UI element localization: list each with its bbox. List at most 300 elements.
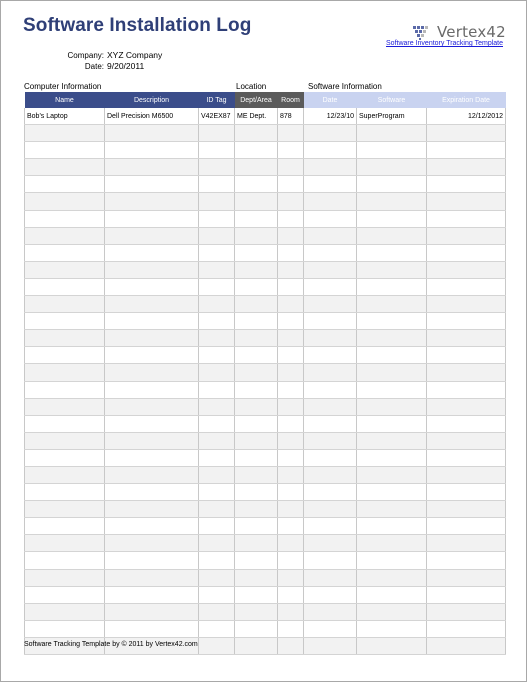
cell-description[interactable] [105,364,199,381]
cell-room[interactable] [278,637,304,654]
cell-id-tag[interactable] [199,518,235,535]
cell-description[interactable] [105,449,199,466]
table-row [25,244,506,261]
cell-expiration[interactable] [427,261,506,278]
cell-date[interactable] [304,518,357,535]
cell-software[interactable] [357,142,427,159]
cell-date[interactable] [304,176,357,193]
cell-dept[interactable] [235,381,278,398]
cell-id-tag[interactable] [199,484,235,501]
cell-software[interactable] [357,210,427,227]
cell-id-tag[interactable] [199,432,235,449]
cell-name[interactable] [25,278,105,295]
cell-description[interactable] [105,415,199,432]
cell-date[interactable] [304,210,357,227]
cell-software[interactable] [357,449,427,466]
cell-software[interactable] [357,432,427,449]
cell-software[interactable] [357,415,427,432]
cell-name[interactable] [25,227,105,244]
cell-description[interactable] [105,261,199,278]
table-row [25,210,506,227]
col-description: Description [105,92,199,108]
table-row [25,620,506,637]
cell-expiration[interactable] [427,484,506,501]
cell-description[interactable] [105,210,199,227]
cell-expiration[interactable] [427,227,506,244]
cell-software[interactable] [357,364,427,381]
cell-software[interactable] [357,296,427,313]
cell-id-tag[interactable] [199,381,235,398]
cell-room[interactable] [278,347,304,364]
cell-name[interactable] [25,176,105,193]
cell-dept[interactable] [235,261,278,278]
cell-room[interactable] [278,176,304,193]
cell-date[interactable] [304,552,357,569]
cell-room[interactable] [278,125,304,142]
cell-description[interactable] [105,227,199,244]
cell-date[interactable] [304,569,357,586]
cell-dept[interactable] [235,535,278,552]
table-row [25,552,506,569]
cell-name[interactable] [25,415,105,432]
cell-expiration[interactable] [427,176,506,193]
cell-date[interactable] [304,501,357,518]
table-row [25,159,506,176]
log-table [24,92,506,655]
cell-date[interactable] [304,466,357,483]
cell-dept[interactable] [235,330,278,347]
cell-description[interactable] [105,603,199,620]
cell-room[interactable] [278,296,304,313]
col-name: Name [25,92,105,108]
cell-dept[interactable]: ME Dept. [235,108,278,125]
cell-dept[interactable] [235,193,278,210]
cell-date[interactable] [304,603,357,620]
cell-name[interactable] [25,501,105,518]
cell-name[interactable] [25,125,105,142]
cell-software[interactable] [357,501,427,518]
cell-dept[interactable] [235,364,278,381]
cell-expiration[interactable] [427,313,506,330]
cell-description[interactable] [105,193,199,210]
date-value: 9/20/2011 [107,61,145,71]
cell-id-tag[interactable] [199,552,235,569]
cell-date[interactable] [304,637,357,654]
cell-expiration[interactable] [427,586,506,603]
cell-id-tag[interactable] [199,313,235,330]
table-row [25,330,506,347]
cell-room[interactable] [278,620,304,637]
cell-date[interactable] [304,586,357,603]
cell-name[interactable] [25,552,105,569]
cell-software[interactable] [357,466,427,483]
log-table-body [25,108,506,655]
cell-id-tag[interactable] [199,603,235,620]
cell-id-tag[interactable]: V42EX87 [199,108,235,125]
cell-expiration[interactable] [427,125,506,142]
cell-room[interactable] [278,278,304,295]
cell-id-tag[interactable] [199,125,235,142]
cell-room[interactable] [278,364,304,381]
cell-description[interactable] [105,347,199,364]
cell-room[interactable] [278,466,304,483]
cell-date[interactable] [304,313,357,330]
cell-room[interactable] [278,569,304,586]
cell-description[interactable] [105,244,199,261]
cell-room[interactable] [278,415,304,432]
cell-id-tag[interactable] [199,347,235,364]
cell-date[interactable] [304,620,357,637]
cell-date[interactable] [304,449,357,466]
cell-id-tag[interactable] [199,227,235,244]
cell-room[interactable] [278,330,304,347]
cell-expiration[interactable] [427,535,506,552]
cell-expiration[interactable] [427,347,506,364]
cell-date[interactable] [304,330,357,347]
cell-date[interactable] [304,347,357,364]
cell-dept[interactable] [235,415,278,432]
cell-date[interactable] [304,278,357,295]
cell-name[interactable] [25,569,105,586]
cell-room[interactable] [278,501,304,518]
cell-description[interactable] [105,569,199,586]
cell-name[interactable] [25,142,105,159]
col-date: Date [304,92,357,108]
cell-date[interactable] [304,244,357,261]
cell-software[interactable] [357,569,427,586]
cell-name[interactable] [25,603,105,620]
cell-room[interactable] [278,313,304,330]
table-row [25,142,506,159]
cell-expiration[interactable] [427,449,506,466]
cell-software[interactable] [357,603,427,620]
cell-room[interactable] [278,518,304,535]
cell-dept[interactable] [235,432,278,449]
cell-name[interactable] [25,398,105,415]
cell-dept[interactable] [235,142,278,159]
cell-description[interactable] [105,176,199,193]
table-row [25,398,506,415]
cell-name[interactable] [25,586,105,603]
cell-dept[interactable] [235,278,278,295]
cell-date[interactable] [304,432,357,449]
table-row [25,501,506,518]
cell-expiration[interactable] [427,381,506,398]
cell-expiration[interactable] [427,603,506,620]
cell-expiration[interactable] [427,637,506,654]
cell-room[interactable] [278,261,304,278]
cell-name[interactable] [25,159,105,176]
cell-name[interactable] [25,535,105,552]
cell-dept[interactable] [235,603,278,620]
cell-software[interactable] [357,552,427,569]
cell-id-tag[interactable] [199,278,235,295]
table-row [25,432,506,449]
cell-expiration[interactable] [427,415,506,432]
cell-date[interactable] [304,296,357,313]
table-row [25,108,506,125]
cell-id-tag[interactable] [199,415,235,432]
cell-date[interactable] [304,142,357,159]
table-row [25,364,506,381]
cell-description[interactable] [105,535,199,552]
cell-expiration[interactable] [427,296,506,313]
cell-software[interactable]: SuperProgram [357,108,427,125]
cell-id-tag[interactable] [199,244,235,261]
cell-description[interactable] [105,159,199,176]
table-row [25,278,506,295]
cell-expiration[interactable] [427,569,506,586]
table-row [25,535,506,552]
cell-software[interactable] [357,381,427,398]
company-label: Company: [67,51,104,60]
table-header-row [25,92,506,108]
cell-name[interactable] [25,296,105,313]
cell-description[interactable] [105,296,199,313]
cell-software[interactable] [357,330,427,347]
table-row [25,449,506,466]
cell-id-tag[interactable] [199,296,235,313]
cell-expiration[interactable] [427,244,506,261]
cell-dept[interactable] [235,347,278,364]
table-row [25,586,506,603]
cell-room[interactable] [278,586,304,603]
cell-dept[interactable] [235,159,278,176]
cell-name[interactable] [25,210,105,227]
table-row [25,261,506,278]
cell-expiration[interactable] [427,518,506,535]
cell-room[interactable] [278,381,304,398]
cell-dept[interactable] [235,227,278,244]
cell-date[interactable] [304,227,357,244]
cell-expiration[interactable]: 12/12/2012 [427,108,506,125]
cell-description[interactable] [105,432,199,449]
table-row [25,227,506,244]
cell-expiration[interactable] [427,432,506,449]
cell-description[interactable] [105,586,199,603]
col-expiration: Expiration Date [427,92,506,108]
cell-id-tag[interactable] [199,364,235,381]
cell-dept[interactable] [235,501,278,518]
cell-dept[interactable] [235,637,278,654]
cell-id-tag[interactable] [199,142,235,159]
cell-id-tag[interactable] [199,569,235,586]
table-row [25,193,506,210]
cell-dept[interactable] [235,518,278,535]
cell-room[interactable] [278,535,304,552]
cell-name[interactable] [25,518,105,535]
cell-room[interactable]: 878 [278,108,304,125]
cell-room[interactable] [278,603,304,620]
cell-date[interactable] [304,398,357,415]
cell-name[interactable] [25,432,105,449]
cell-name[interactable] [25,381,105,398]
cell-name[interactable] [25,193,105,210]
cell-description[interactable] [105,381,199,398]
cell-date[interactable] [304,535,357,552]
col-room: Room [278,92,304,108]
table-row [25,484,506,501]
cell-room[interactable] [278,142,304,159]
cell-expiration[interactable] [427,193,506,210]
cell-room[interactable] [278,193,304,210]
cell-description[interactable] [105,398,199,415]
cell-date[interactable] [304,415,357,432]
cell-room[interactable] [278,552,304,569]
cell-id-tag[interactable] [199,466,235,483]
cell-description[interactable] [105,620,199,637]
cell-name[interactable] [25,484,105,501]
cell-software[interactable] [357,518,427,535]
cell-date[interactable] [304,484,357,501]
table-row [25,466,506,483]
cell-id-tag[interactable] [199,176,235,193]
cell-expiration[interactable] [427,398,506,415]
cell-dept[interactable] [235,125,278,142]
table-row [25,347,506,364]
cell-dept[interactable] [235,313,278,330]
cell-id-tag[interactable] [199,501,235,518]
cell-description[interactable]: Dell Precision M6500 [105,108,199,125]
col-dept: Dept/Area [235,92,278,108]
cell-expiration[interactable] [427,278,506,295]
cell-description[interactable] [105,313,199,330]
table-row [25,518,506,535]
cell-software[interactable] [357,637,427,654]
cell-software[interactable] [357,535,427,552]
cell-name[interactable] [25,244,105,261]
company-value: XYZ Company [107,50,163,60]
cell-expiration[interactable] [427,210,506,227]
cell-room[interactable] [278,432,304,449]
cell-dept[interactable] [235,466,278,483]
cell-software[interactable] [357,398,427,415]
cell-name[interactable] [25,347,105,364]
cell-name[interactable] [25,330,105,347]
page-title: Software Installation Log [23,15,252,36]
cell-room[interactable] [278,244,304,261]
cell-software[interactable] [357,484,427,501]
table-row [25,313,506,330]
date-label: Date: [84,62,104,71]
cell-id-tag[interactable] [199,586,235,603]
cell-dept[interactable] [235,176,278,193]
cell-expiration[interactable] [427,620,506,637]
table-row [25,176,506,193]
cell-description[interactable] [105,518,199,535]
cell-date[interactable] [304,193,357,210]
cell-date[interactable] [304,381,357,398]
cell-dept[interactable] [235,569,278,586]
cell-description[interactable] [105,142,199,159]
cell-software[interactable] [357,313,427,330]
cell-expiration[interactable] [427,466,506,483]
table-row [25,381,506,398]
cell-id-tag[interactable] [199,330,235,347]
cell-description[interactable] [105,484,199,501]
cell-software[interactable] [357,244,427,261]
cell-name[interactable] [25,364,105,381]
cell-description[interactable] [105,330,199,347]
cell-date[interactable] [304,125,357,142]
cell-expiration[interactable] [427,552,506,569]
cell-expiration[interactable] [427,501,506,518]
cell-id-tag[interactable] [199,210,235,227]
cell-software[interactable] [357,347,427,364]
cell-room[interactable] [278,449,304,466]
cell-description[interactable] [105,552,199,569]
logo-text: Vertex42 [437,23,506,41]
cell-description[interactable] [105,466,199,483]
cell-room[interactable] [278,484,304,501]
template-link[interactable]: Software Inventory Tracking Template [386,40,503,47]
cell-date[interactable] [304,261,357,278]
cell-id-tag[interactable] [199,159,235,176]
cell-dept[interactable] [235,484,278,501]
cell-dept[interactable] [235,449,278,466]
table-row [25,415,506,432]
cell-room[interactable] [278,227,304,244]
cell-id-tag[interactable] [199,261,235,278]
cell-room[interactable] [278,210,304,227]
cell-name[interactable]: Bob's Laptop [25,108,105,125]
cell-room[interactable] [278,398,304,415]
cell-software[interactable] [357,620,427,637]
cell-software[interactable] [357,193,427,210]
cell-software[interactable] [357,261,427,278]
cell-dept[interactable] [235,620,278,637]
cell-dept[interactable] [235,398,278,415]
cell-name[interactable] [25,261,105,278]
cell-date[interactable]: 12/23/10 [304,108,357,125]
cell-id-tag[interactable] [199,637,235,654]
cell-software[interactable] [357,278,427,295]
cell-date[interactable] [304,159,357,176]
cell-name[interactable] [25,449,105,466]
col-software: Software [357,92,427,108]
cell-expiration[interactable] [427,142,506,159]
cell-date[interactable] [304,364,357,381]
table-row [25,603,506,620]
cell-id-tag[interactable] [199,193,235,210]
cell-description[interactable] [105,501,199,518]
cell-software[interactable] [357,176,427,193]
cell-description[interactable] [105,125,199,142]
cell-software[interactable] [357,159,427,176]
cell-dept[interactable] [235,586,278,603]
cell-id-tag[interactable] [199,398,235,415]
cell-description[interactable] [105,278,199,295]
cell-name[interactable] [25,466,105,483]
cell-id-tag[interactable] [199,535,235,552]
cell-room[interactable] [278,159,304,176]
cell-dept[interactable] [235,210,278,227]
cell-dept[interactable] [235,552,278,569]
cell-software[interactable] [357,125,427,142]
cell-dept[interactable] [235,296,278,313]
col-id-tag: ID Tag [199,92,235,108]
cell-expiration[interactable] [427,364,506,381]
cell-name[interactable] [25,313,105,330]
cell-dept[interactable] [235,244,278,261]
cell-id-tag[interactable] [199,449,235,466]
cell-expiration[interactable] [427,159,506,176]
cell-id-tag[interactable] [199,620,235,637]
cell-name[interactable] [25,620,105,637]
cell-software[interactable] [357,227,427,244]
cell-expiration[interactable] [427,330,506,347]
cell-software[interactable] [357,586,427,603]
